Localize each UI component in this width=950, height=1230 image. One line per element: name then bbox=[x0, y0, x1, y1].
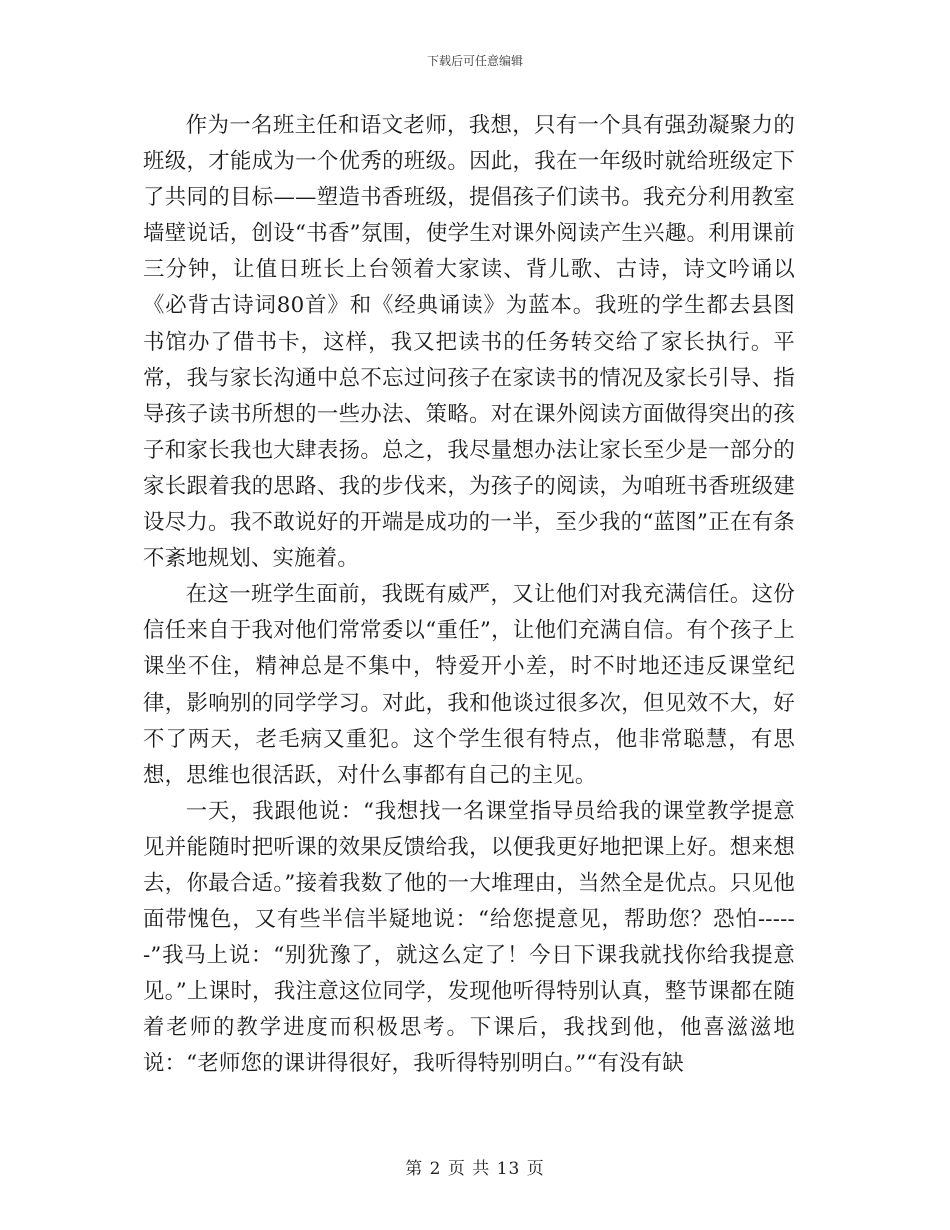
paragraph-3: 一天，我跟他说：“我想找一名课堂指导员给我的课堂教学提意见并能随时把听课的效果反馈给我，以便我更好地把课上好。想来想去，你最合适。”接着我数了他的一大堆理由，当然全是优点。只见他面带愧色，又有些半信半疑地说：“给您提意见，帮助您？恐怕------”我马上说：“别犹豫了，就这么定了！今日下课我就找你给我提意见。”上课时，我注意这位同学，发现他听得特别认真，整节课都在随着老师的教学进度而积极思考。下课后，我找到他，他喜滋滋地说：“老师您的课讲得很好，我听得特别明白。”“有没有缺 bbox=[143, 798, 795, 1077]
paragraph-2: 在这一班学生面前，我既有威严，又让他们对我充满信任。这份信任来自于我对他们常常委以“重任”，让他们充满自信。有个孩子上课坐不住，精神总是不集中，特爱开小差，时不时地还违反课堂纪律，影响别的同学学习。对此，我和他谈过很多次，但见效不大，好不了两天，老毛病又重犯。这个学生很有特点，他非常聪慧，有思想，思维也很活跃，对什么事都有自己的主见。 bbox=[143, 582, 795, 788]
page-header: 下载后可任意编辑 bbox=[426, 54, 523, 68]
paragraph-1: 作为一名班主任和语文老师，我想，只有一个具有强劲凝聚力的班级，才能成为一个优秀的班级。因此，我在一年级时就给班级定下了共同的目标——塑造书香班级，提倡孩子们读书。我充分利用教室墙壁说话，创设“书香”氛围，使学生对课外阅读产生兴趣。利用课前三分钟，让值日班长上台领着大家读、背儿歌、古诗，诗文吟诵以《必背古诗词80首》和《经典诵读》为蓝本。我班的学生都去县图书馆办了借书卡，这样，我又把读书的任务转交给了家长执行。平常，我与家长沟通中总不忘过问孩子在家读书的情况及家长引导、指导孩子读书所想的一些办法、策略。对在课外阅读方面做得突出的孩子和家长我也大肆表扬。总之，我尽量想办法让家长至少是一部分的家长跟着我的思路、我的步伐来，为孩子的阅读，为咱班书香班级建设尽力。我不敢说好的开端是成功的一半，至少我的“蓝图”正在有条不紊地规划、实施着。 bbox=[143, 113, 795, 572]
document-body bbox=[143, 108, 795, 1083]
page-number-footer: 第 2 页 共 13 页 bbox=[405, 1159, 545, 1179]
